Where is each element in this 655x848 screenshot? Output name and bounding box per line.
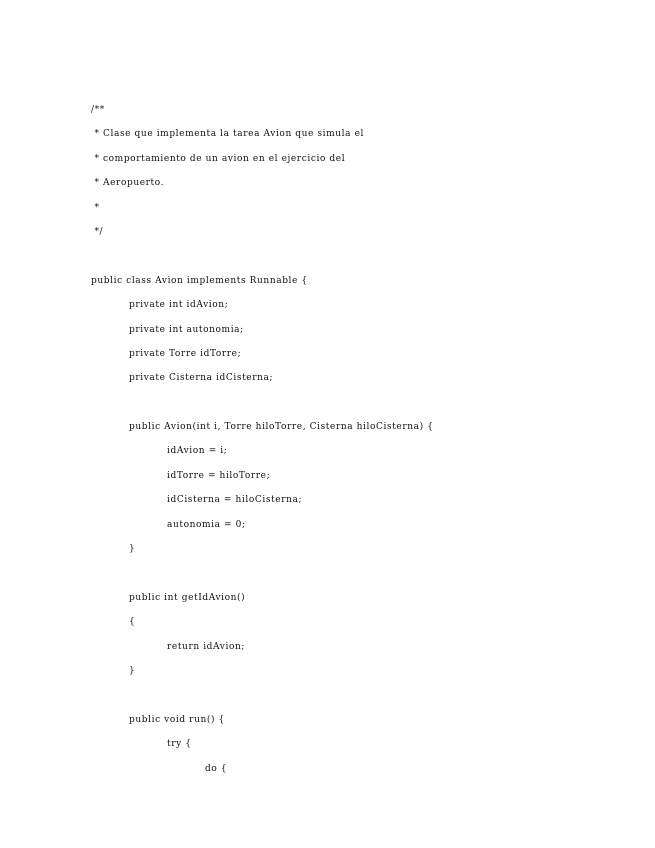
getter-declaration: public int getIdAvion() [129,592,246,603]
blank-line [91,683,631,707]
comment-open: /** [91,105,105,115]
constructor-statement: idTorre = hiloTorre; [167,470,271,481]
comment-close: */ [91,226,104,237]
field-declaration: private Cisterna idCisterna; [129,373,274,384]
comment-line: * Clase que implementa la tarea Avion que simula el [91,129,364,140]
run-method-declaration: public void run() { [129,714,225,725]
getter-close-brace: } [129,665,136,676]
comment-line: * comportamiento de un avion en el ejercicio del [91,153,346,164]
field-declaration: private int autonomia; [129,324,244,335]
constructor-statement: idCisterna = hiloCisterna; [167,495,303,506]
blank-line [91,391,631,415]
constructor-close: } [129,544,136,555]
blank-line [91,561,631,585]
constructor-statement: idAvion = i; [167,446,228,457]
java-source-code [91,98,631,781]
try-block-open: try { [167,739,192,750]
blank-line [91,244,631,268]
constructor-declaration: public Avion(int i, Torre hiloTorre, Cisterna hiloCisterna) { [129,422,434,433]
getter-return: return idAvion; [167,641,245,652]
do-block-open: do { [205,763,228,774]
comment-line: * [91,202,100,213]
field-declaration: private Torre idTorre; [129,348,242,359]
constructor-statement: autonomia = 0; [167,519,246,530]
field-declaration: private int idAvion; [129,300,229,311]
class-declaration: public class Avion implements Runnable { [91,275,308,286]
comment-line: * Aeropuerto. [91,178,165,189]
getter-open-brace: { [129,617,136,628]
